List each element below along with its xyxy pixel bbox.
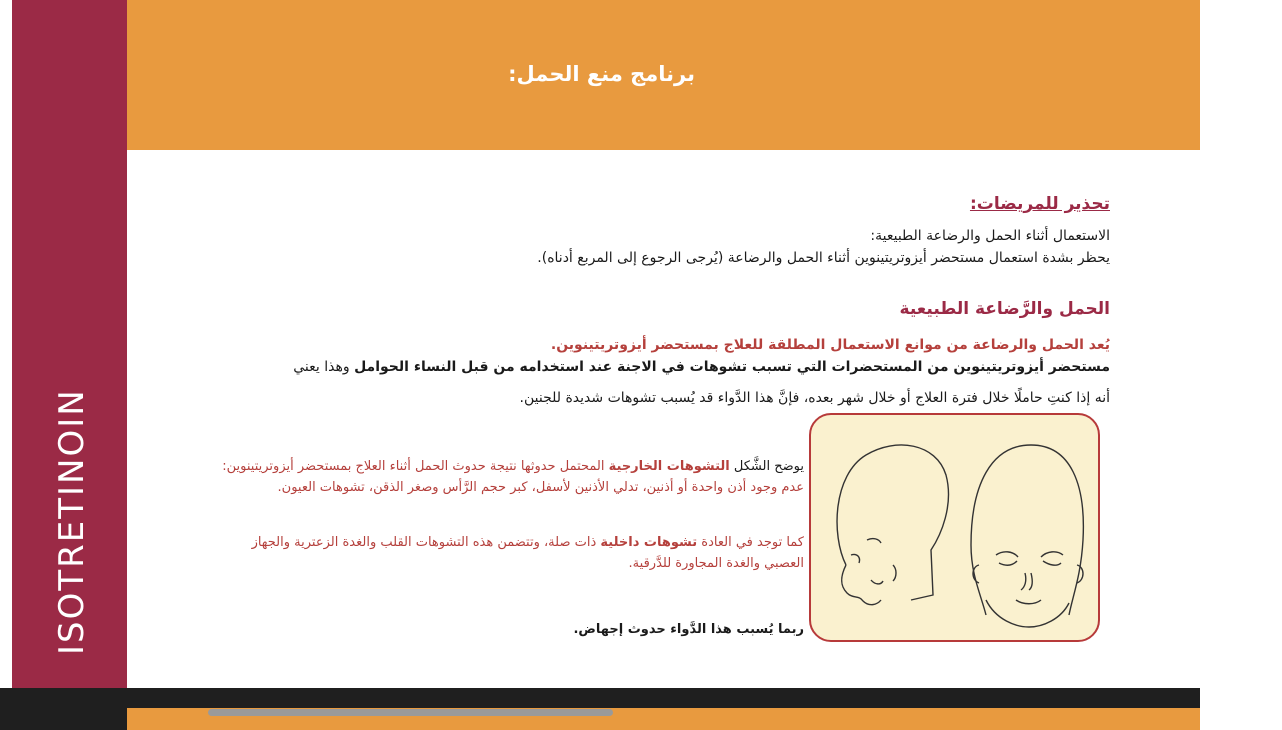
sidebar (12, 0, 127, 688)
logo-text: Roche (1212, 50, 1272, 70)
header-banner (127, 0, 1272, 150)
external-malformations-text (214, 456, 804, 498)
warning-line-2: يحظر بشدة استعمال مستحضر أيزوتريتينوين أثناء الحمل والرضاعة (يُرجى الرجوع إلى المربع أدناه). (537, 250, 1110, 266)
desc2-rest: ذات صلة، وتتضمن هذه التشوهات القلب والغدة الزعترية والجهاز العصبي والغدة المجاورة للدَّرقية. (251, 535, 804, 571)
teratogen-bold: مستحضر أيزوتريتينوين من المستحضرات التي تسبب تشوهات في الاجنة عند استخدامه من قبل النساء الحوامل (354, 359, 1110, 375)
warning-title: تحذير للمريضات: (969, 194, 1110, 214)
desc2-bold: تشوهات داخلية (600, 535, 698, 550)
roche-logo (1202, 38, 1282, 82)
desc2-prefix: كما توجد في العادة (697, 535, 804, 550)
desc-prefix: يوضح الشَّكل (729, 459, 804, 474)
contraindication-line: يُعد الحمل والرضاعة من موانع الاستعمال المطلقة للعلاج بمستحضر أيزوتريتينوين. (550, 337, 1110, 353)
brand-vertical-title: ISOTRETINOIN (52, 388, 92, 655)
horizontal-scrollbar[interactable] (208, 709, 613, 716)
teratogen-line (293, 359, 1110, 375)
teratogen-tail: وهذا يعني (293, 359, 355, 375)
internal-malformations-text (214, 532, 804, 574)
fetus-warning-line: أنه إذا كنتِ حاملًا خلال فترة العلاج أو خلال شهر بعده، فإنَّ هذا الدَّواء قد يُسبب تشوهات شديدة للجنين. (519, 390, 1110, 406)
page-title: برنامج منع الحمل: (508, 62, 695, 86)
desc-bold: التشوهات الخارجية (608, 459, 730, 474)
warning-line-1: الاستعمال أثناء الحمل والرضاعة الطبيعية: (870, 228, 1110, 244)
infant-heads-drawing (811, 415, 1098, 640)
content-area (127, 150, 1200, 688)
abortion-warning: ربما يُسبب هذا الدَّواء حدوث إجهاض. (573, 622, 804, 637)
page-margin (0, 0, 12, 730)
desc-rest: المحتمل حدوثها نتيجة حدوث الحمل أثناء العلاج بمستحضر أيزوتريتينوين: عدم وجود أذن واحدة أو أذنين، تدلي الأذنين لأسفل، كبر حجم الرَّأس وصغر الذقن، تشوهات العيون. (222, 459, 804, 495)
malformation-illustration (809, 413, 1100, 642)
section-title: الحمل والرَّضاعة الطبيعية (899, 299, 1110, 319)
